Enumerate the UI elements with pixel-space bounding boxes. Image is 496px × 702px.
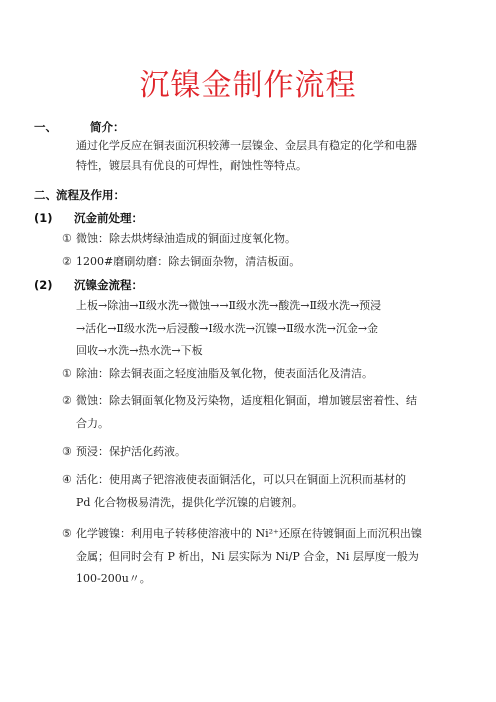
process-item-1 <box>62 363 442 386</box>
section-2-heading <box>34 187 125 203</box>
subsection-1-number: (1) <box>34 211 53 225</box>
flow-line-1: 上板→除油→Ⅱ级水洗→微蚀→→Ⅱ级水洗→酸洗→Ⅱ级水洗→预浸 <box>76 299 382 312</box>
item-text: 预浸：保护活化药液。 <box>76 445 186 458</box>
item-text: 1200#磨刷幼磨：除去铜面杂物，清洁板面。 <box>76 255 301 268</box>
subsection-1-heading <box>34 210 143 226</box>
item-marker: ② <box>62 255 72 268</box>
subsection-2-title: 沉镍金流程： <box>74 278 143 292</box>
item-marker: ① <box>62 232 72 245</box>
item-marker: ④ <box>62 473 72 486</box>
item-marker: ② <box>62 394 72 407</box>
flow-line-3: 回收→水洗→热水洗→下板 <box>76 344 203 357</box>
item-text: 除油：除去铜表面之轻度油脂及氧化物，使表面活化及清洁。 <box>76 367 373 380</box>
flow-line-2: →活化→Ⅱ级水洗→后浸酸→Ⅰ级水洗→沉镍→Ⅱ级水洗→沉金→金 <box>76 321 379 335</box>
section-2-number: 二、 <box>34 188 57 202</box>
intro-line-2: 特性，镀层具有优良的可焊性，耐蚀性等特点。 <box>76 159 307 172</box>
item-text-continued: 金属；但同时会有 P 析出，Ni 层实际为 Ni/P 合金，Ni 层厚度一般为 <box>76 549 419 563</box>
section-2-title: 流程及作用： <box>56 188 125 202</box>
process-item-5 <box>62 523 442 591</box>
item-marker: ③ <box>62 445 72 458</box>
item-text-continued: 100-200u〃。 <box>76 572 151 585</box>
process-item-2 <box>62 390 442 435</box>
item-marker: ⑤ <box>62 527 72 540</box>
section-1-title: 简介： <box>90 120 125 134</box>
intro-line-1: 通过化学反应在铜表面沉积较薄一层镍金、金层具有稳定的化学和电器 <box>76 139 417 152</box>
item-text-continued: 合力。 <box>76 416 109 430</box>
subsection-2-heading <box>34 277 143 293</box>
item-text: 活化：使用离子钯溶液使表面铜活化，可以只在铜面上沉积而基材的 <box>76 473 406 486</box>
subsection-2-number: (2) <box>34 278 53 292</box>
item-marker: ① <box>62 367 72 380</box>
pre-treatment-item-2 <box>62 251 442 274</box>
intro-paragraph <box>76 136 436 176</box>
item-text-continued: Pd 化合物极易清洗，提供化学沉镍的启镀剂。 <box>76 495 303 509</box>
section-1-number: 一、 <box>34 120 57 134</box>
subsection-1-title: 沉金前处理： <box>74 211 143 225</box>
item-text: 微蚀：除去烘烤绿油造成的铜面过度氧化物。 <box>76 232 296 245</box>
item-text: 化学镀镍：利用电子转移使溶液中的 Ni²⁺还原在待镀铜面上而沉积出镍 <box>76 527 422 540</box>
section-1-heading <box>34 119 125 135</box>
pre-treatment-item-1 <box>62 228 442 251</box>
process-item-4 <box>62 469 442 514</box>
process-flow <box>76 295 446 363</box>
document-title: 沉镍金制作流程 <box>139 68 357 103</box>
item-text: 微蚀：除去铜面氧化物及污染物，适度粗化铜面，增加镀层密着性、结 <box>76 394 417 407</box>
process-item-3 <box>62 441 442 464</box>
